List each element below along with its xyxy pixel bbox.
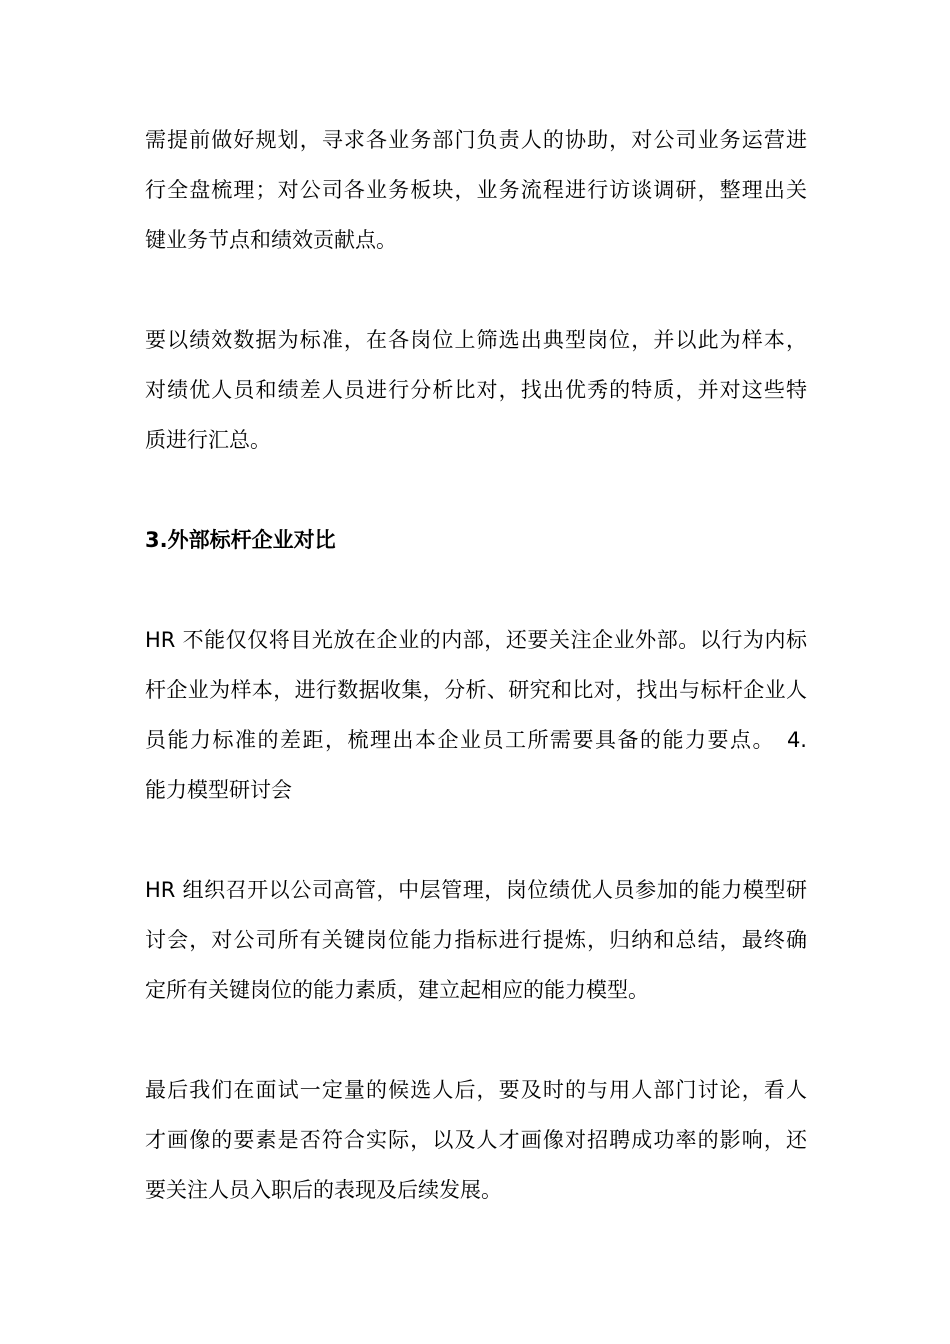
text-line: 定所有关键岗位的能力素质，建立起相应的能力模型。 — [145, 978, 649, 1002]
text-line: HR 不能仅仅将目光放在企业的内部，还要关注企业外部。以行为内标 — [145, 628, 807, 652]
text-line: 最后我们在面试一定量的候选人后，要及时的与用人部门讨论，看人 — [145, 1078, 807, 1102]
text-line: 质进行汇总。 — [145, 428, 271, 452]
text-line: 讨会，对公司所有关键岗位能力指标进行提炼，归纳和总结，最终确 — [145, 928, 807, 952]
text-line: 杆企业为样本，进行数据收集，分析、研究和比对，找出与标杆企业人 — [145, 678, 807, 702]
text-line: 要关注人员入职后的表现及后续发展。 — [145, 1178, 502, 1202]
paragraph-benchmark — [145, 615, 807, 815]
text-line: 需提前做好规划，寻求各业务部门负责人的协助，对公司业务运营进 — [145, 128, 807, 152]
paragraph-performance — [145, 315, 807, 465]
text-line: HR 组织召开以公司高管，中层管理，岗位绩优人员参加的能力模型研 — [145, 878, 807, 902]
paragraph-planning — [145, 115, 807, 265]
text-line: 才画像的要素是否符合实际，以及人才画像对招聘成功率的影响，还 — [145, 1128, 807, 1152]
paragraph-conclusion — [145, 1065, 807, 1215]
section-heading — [145, 515, 807, 565]
text-line: 键业务节点和绩效贡献点。 — [145, 228, 397, 252]
heading-text: 3.外部标杆企业对比 — [145, 528, 336, 552]
text-line: 能力模型研讨会 — [145, 778, 292, 802]
text-line: 对绩优人员和绩差人员进行分析比对，找出优秀的特质，并对这些特 — [145, 378, 807, 402]
paragraph-workshop — [145, 865, 807, 1015]
text-line: 员能力标准的差距，梳理出本企业员工所需要具备的能力要点。 4. — [145, 728, 807, 752]
text-line: 要以绩效数据为标准，在各岗位上筛选出典型岗位，并以此为样本， — [145, 328, 807, 352]
text-line: 行全盘梳理；对公司各业务板块，业务流程进行访谈调研，整理出关 — [145, 178, 807, 202]
